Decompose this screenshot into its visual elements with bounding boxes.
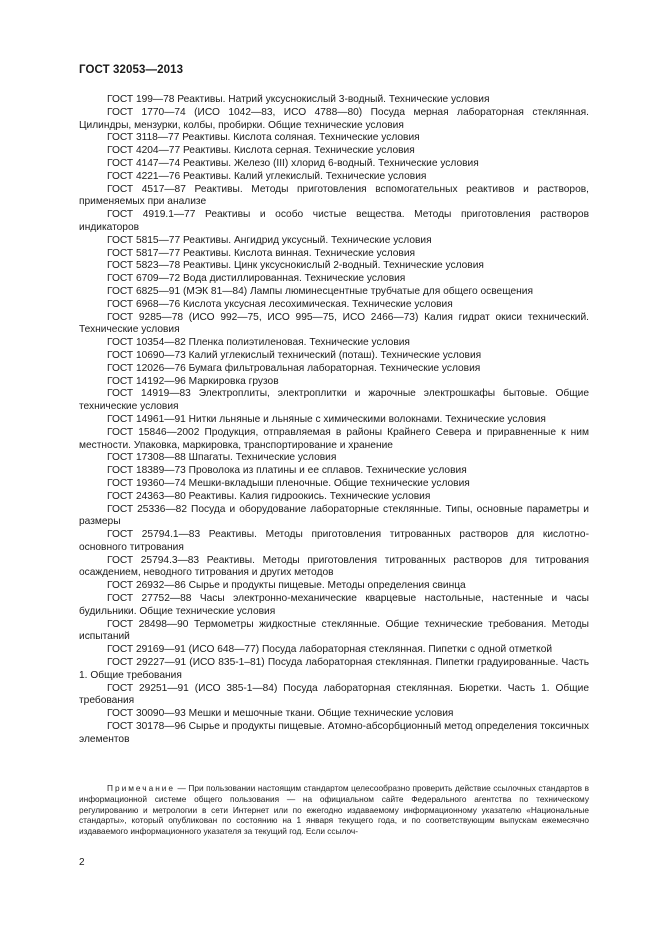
- reference-item: ГОСТ 15846—2002 Продукция, отправляемая в районы Крайнего Севера и приравненные к ним местности. Упаковка, маркировка, транспортирование и хранение: [79, 426, 589, 451]
- reference-item: ГОСТ 29227—91 (ИСО 835-1–81) Посуда лабораторная стеклянная. Пипетки градуированные. Часть 1. Общие требования: [79, 657, 589, 681]
- reference-item: ГОСТ 19360—74 Мешки-вкладыши пленочные. Общие технические условия: [107, 477, 470, 489]
- reference-item: ГОСТ 9285—78 (ИСО 992—75, ИСО 995—75, ИСО 2466—73) Калия гидрат окиси технический. Технические условия: [79, 311, 589, 336]
- reference-item: ГОСТ 4147—74 Реактивы. Железо (III) хлорид 6-водный. Технические условия: [107, 157, 479, 169]
- normative-references-list: [79, 94, 589, 747]
- reference-item: ГОСТ 4517—87 Реактивы. Методы приготовления вспомогательных реактивов и растворов, применяемых при анализе: [79, 183, 589, 208]
- note-paragraph: [79, 783, 589, 837]
- reference-item: ГОСТ 30178—96 Сырье и продукты пищевые. Атомно-абсорбционный метод определения токсичных элементов: [79, 721, 589, 745]
- reference-item: ГОСТ 29169—91 (ИСО 648—77) Посуда лабораторная стеклянная. Пипетки с одной отметкой: [107, 644, 553, 656]
- reference-item: ГОСТ 24363—80 Реактивы. Калия гидроокись. Технические условия: [107, 490, 431, 502]
- reference-item: ГОСТ 14192—96 Маркировка грузов: [107, 375, 279, 387]
- reference-item: ГОСТ 10690—73 Калий углекислый технический (поташ). Технические условия: [107, 349, 482, 361]
- reference-item: ГОСТ 1770—74 (ИСО 1042—83, ИСО 4788—80) Посуда мерная лабораторная стеклянная. Цилиндры, мензурки, колбы, пробирки. Общие технические условия: [79, 106, 589, 131]
- reference-item: ГОСТ 29251—91 (ИСО 385-1—84) Посуда лабораторная стеклянная. Бюретки. Часть 1. Общие требования: [79, 682, 589, 707]
- reference-item: ГОСТ 6825—91 (МЭК 81—84) Лампы люминесцентные трубчатые для общего освещения: [107, 285, 533, 297]
- reference-item: ГОСТ 10354—82 Пленка полиэтиленовая. Технические условия: [107, 337, 410, 349]
- reference-item: ГОСТ 27752—88 Часы электронно-механические кварцевые настольные, настенные и часы будильники. Общие технические условия: [79, 593, 589, 617]
- reference-item: ГОСТ 5815—77 Реактивы. Ангидрид уксусный. Технические условия: [107, 234, 432, 246]
- reference-item: ГОСТ 14961—91 Нитки льняные и льняные с химическими волокнами. Технические условия: [107, 413, 546, 425]
- reference-item: ГОСТ 4919.1—77 Реактивы и особо чистые вещества. Методы приготовления растворов индикаторов: [79, 209, 589, 233]
- reference-item: ГОСТ 25336—82 Посуда и оборудование лабораторные стеклянные. Типы, основные параметры и размеры: [79, 503, 589, 528]
- reference-item: ГОСТ 14919—83 Электроплиты, электроплитки и жарочные электрошкафы бытовые. Общие технические условия: [79, 388, 589, 413]
- note-text: — При пользовании настоящим стандартом целесообразно проверить действие ссылочных стандартов в информационной системе общего пользования — на официальном сайте Федерального агентства по техническому регулированию и метрологии в сети Интернет или по ежегодно издаваемому информационному указателю «Национальные стандарты», который опубликован по состоянию на 1 января текущего года, и по соответствующим выпускам ежемесячно издаваемого информационного указателя за текущий год. Если ссылоч-: [79, 783, 589, 837]
- reference-item: ГОСТ 5817—77 Реактивы. Кислота винная. Технические условия: [107, 247, 416, 259]
- reference-item: ГОСТ 25794.3—83 Реактивы. Методы приготовления титрованных растворов для титрования осаждением, неводного титрования и других методов: [79, 554, 589, 579]
- reference-item: ГОСТ 18389—73 Проволока из платины и ее сплавов. Технические условия: [107, 465, 467, 477]
- reference-item: ГОСТ 199—78 Реактивы. Натрий уксуснокислый 3-водный. Технические условия: [107, 94, 490, 105]
- page-number: 2: [79, 857, 85, 868]
- reference-item: ГОСТ 4221—76 Реактивы. Калий углекислый. Технические условия: [107, 170, 427, 182]
- reference-item: ГОСТ 5823—78 Реактивы. Цинк уксуснокислый 2-водный. Технические условия: [107, 260, 484, 272]
- reference-item: ГОСТ 28498—90 Термометры жидкостные стеклянные. Общие технические требования. Методы испытаний: [79, 618, 589, 643]
- reference-item: ГОСТ 4204—77 Реактивы. Кислота серная. Технические условия: [107, 145, 415, 157]
- reference-item: ГОСТ 26932—86 Сырье и продукты пищевые. Методы определения свинца: [107, 580, 466, 592]
- document-header: ГОСТ 32053—2013: [79, 64, 184, 76]
- reference-item: ГОСТ 6968—76 Кислота уксусная лесохимическая. Технические условия: [107, 298, 453, 310]
- reference-item: ГОСТ 17308—88 Шпагаты. Технические условия: [107, 452, 337, 464]
- reference-item: ГОСТ 30090—93 Мешки и мешочные ткани. Общие технические условия: [107, 708, 454, 720]
- reference-item: ГОСТ 12026—76 Бумага фильтровальная лабораторная. Технические условия: [107, 362, 481, 374]
- note-label: Примечание: [107, 783, 176, 793]
- reference-item: ГОСТ 3118—77 Реактивы. Кислота соляная. Технические условия: [107, 132, 420, 144]
- reference-item: ГОСТ 6709—72 Вода дистиллированная. Технические условия: [107, 273, 406, 285]
- reference-item: ГОСТ 25794.1—83 Реактивы. Методы приготовления титрованных растворов для кислотно-основного титрования: [79, 529, 589, 553]
